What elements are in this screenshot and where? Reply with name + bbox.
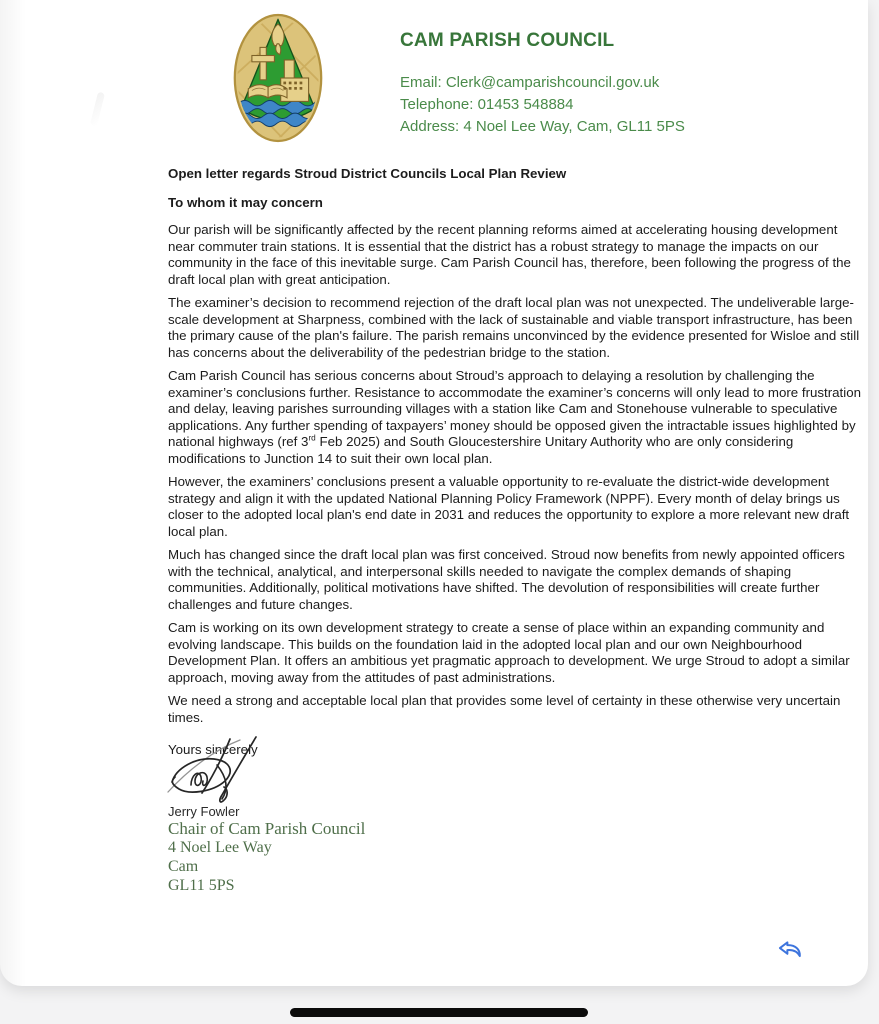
letter-paragraph: Our parish will be significantly affected by the recent planning reforms aimed at accelerating housing development near commuter train stations. It is essential that the district has a robust strategy to manage the impacts on our community in the face of this inevitable surge. Cam Parish Council has, therefore, been following the progress of the draft local plan with great anticipation. (168, 222, 851, 287)
letter-salutation: To whom it may concern (168, 194, 323, 210)
letter-paragraph: We need a strong and acceptable local plan that provides some level of certainty in these otherwise very uncertain times. (168, 693, 841, 725)
signatory-name: Jerry Fowler (168, 804, 240, 819)
home-indicator[interactable] (290, 1008, 588, 1017)
signatory-title: Chair of Cam Parish Council (168, 819, 366, 838)
letterhead-contact (400, 72, 685, 138)
letter-closing: Yours sincerely (168, 742, 258, 757)
paragraph-text: Cam Parish Council has serious concerns about Stroud’s approach to delaying a resolution by challenging the examiner’s conclusions further. Resistance to accommodate the examiner’s concerns will only lead to more frustration and delay, leaving parishes surrounding villages with a station like Cam and Stonehouse vulnerable to speculative applications. Any further spending of taxpayers’ money should be opposed given the intractable issues highlighted by national highways (ref 3 (168, 368, 861, 449)
reply-arrow-icon (776, 935, 804, 962)
reply-button[interactable] (770, 930, 810, 966)
contact-telephone-line: Telephone: 01453 548884 (400, 96, 574, 113)
ordinal-superscript: rd (308, 433, 316, 443)
contact-email-line: Email: Clerk@camparishcouncil.gov.uk (400, 74, 660, 91)
letter-body (168, 166, 866, 892)
letter-paragraph: Much has changed since the draft local plan was first conceived. Stroud now benefits from newly appointed officers with the technical, analytical, and interpersonal skills needed to navigate the complex demands of shaping communities. Additionally, political motivations have shifted. The devolution of responsibilities will create further challenges and future changes. (168, 547, 845, 612)
signatory-details (168, 819, 365, 895)
letter-paragraph: Cam is working on its own development strategy to create a sense of place within an expanding community and evolving landscape. This builds on the foundation laid in the adopted local plan and our own Neighbourhood Development Plan. It offers an ambitious yet pragmatic approach to development. We urge Stroud to adopt a similar approach, moving away from the attitudes of past administrations. (168, 620, 850, 685)
paper-crease-mark (90, 92, 105, 127)
paragraph-text: Feb 2025) and South Gloucestershire Unitary Authority who are only considering modifications to Junction 14 to suit their own local plan. (168, 434, 794, 466)
signatory-address-line: 4 Noel Lee Way (168, 839, 272, 856)
letter-paragraph: The examiner’s decision to recommend rejection of the draft local plan was not unexpected. The undeliverable large-scale development at Sharpness, combined with the lack of sustainable and viable transport infrastructure, has been the primary cause of the plan's failure. The parish remains unconvinced by the evidence presented for Wisloe and still has concerns about the deliverability of the pedestrian bridge to the station. (168, 295, 860, 360)
letter-paragraph: However, the examiners’ conclusions present a valuable opportunity to re-evaluate the district-wide development strategy and align it with the updated National Planning Policy Framework (NPPF). Every month of delay brings us closer to the adopted local plan's end date in 2031 and reduces the opportunity to explore a more relevant new draft local plan. (168, 474, 850, 539)
letter-paragraph (168, 368, 866, 467)
signature-block (168, 742, 866, 892)
council-crest-logo (233, 12, 323, 144)
org-title: CAM PARISH COUNCIL (400, 30, 615, 51)
handwritten-signature (162, 736, 274, 812)
signatory-address-line: GL11 5PS (168, 877, 235, 894)
signatory-address-line: Cam (168, 858, 199, 875)
contact-address-line: Address: 4 Noel Lee Way, Cam, GL11 5PS (400, 118, 685, 135)
letter-subject: Open letter regards Stroud District Councils Local Plan Review (168, 166, 567, 181)
